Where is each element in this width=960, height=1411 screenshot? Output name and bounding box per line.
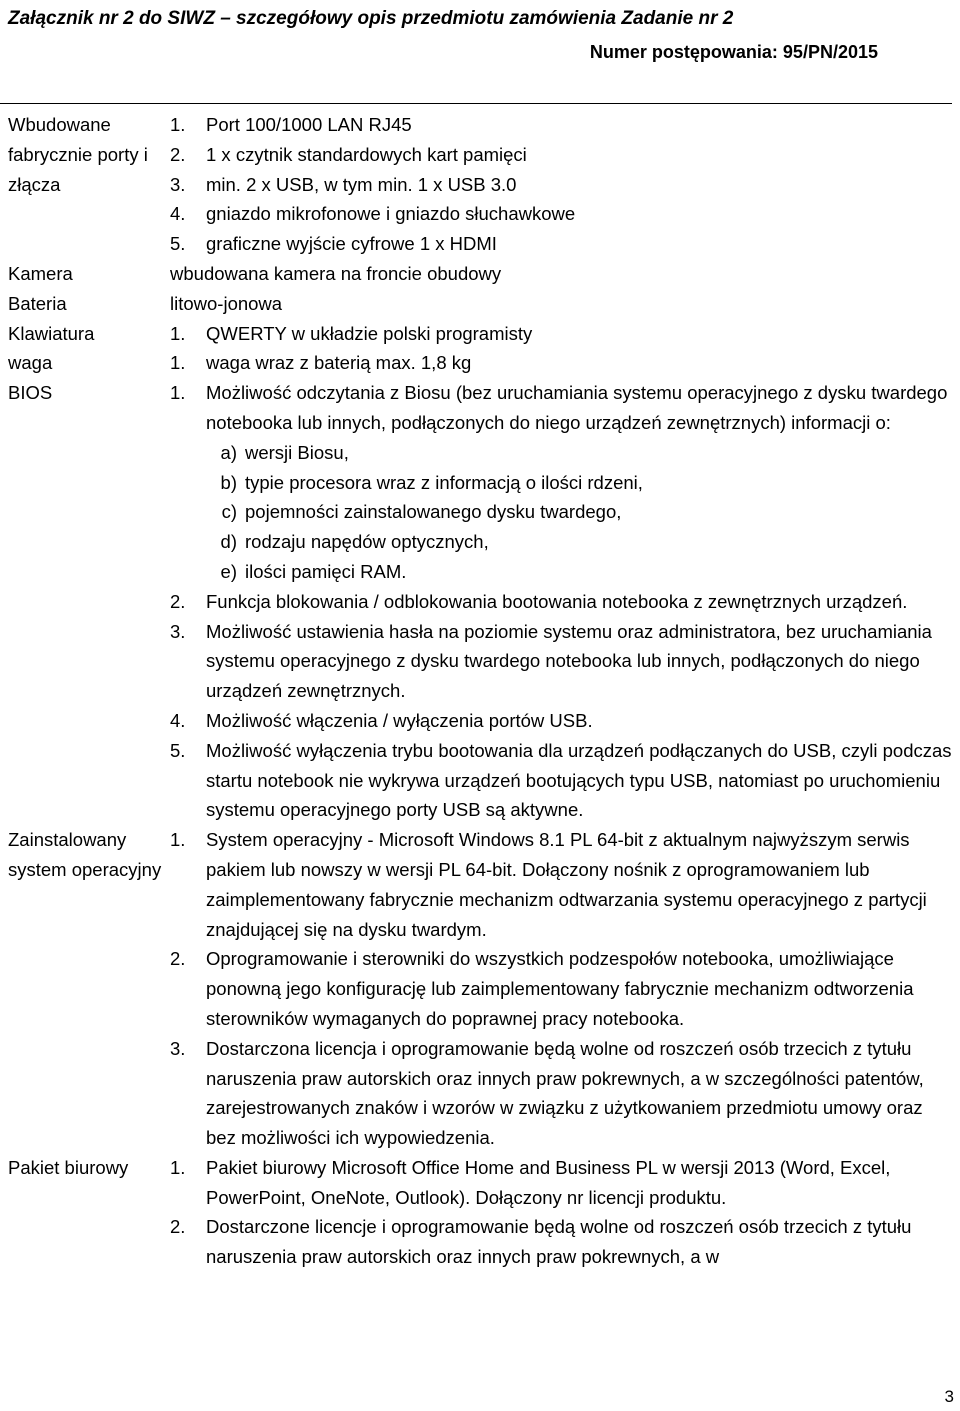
sub-item-letter: b) bbox=[220, 471, 237, 493]
row-label: Kamera bbox=[8, 262, 73, 284]
sub-item-text: rodzaju napędów optycznych, bbox=[245, 531, 489, 553]
item-number: 2. bbox=[170, 590, 186, 612]
item-number: 4. bbox=[170, 709, 186, 731]
row-content bbox=[170, 348, 952, 378]
item-number: 3. bbox=[170, 620, 186, 642]
table-row-weight bbox=[0, 348, 952, 378]
item-number: 2. bbox=[170, 948, 186, 970]
row-content: wbudowana kamera na froncie obudowy bbox=[170, 262, 502, 284]
list-item bbox=[170, 1034, 952, 1153]
table-row-ports bbox=[0, 110, 952, 259]
list-item bbox=[170, 1212, 952, 1272]
sub-item-letter: e) bbox=[220, 560, 237, 582]
sub-item bbox=[170, 468, 952, 498]
row-content bbox=[170, 378, 952, 825]
page-number: 3 bbox=[944, 1387, 954, 1406]
table-row-bios bbox=[0, 378, 952, 825]
row-label: Zainstalowany system operacyjny bbox=[8, 829, 162, 880]
item-number: 2. bbox=[170, 143, 186, 165]
list-item bbox=[170, 736, 952, 825]
table-row-keyboard bbox=[0, 319, 952, 349]
item-number: 5. bbox=[170, 233, 186, 255]
row-content bbox=[170, 1153, 952, 1272]
item-text: Możliwość odczytania z Biosu (bez uruchamiania systemu operacyjnego z dysku twardego notebooka lub innych, podłączonych do niego urządzeń zewnętrznych) informacji o: bbox=[206, 382, 948, 433]
list-item bbox=[170, 348, 952, 378]
row-content bbox=[170, 825, 952, 1153]
list-item bbox=[170, 378, 952, 438]
sub-item-letter: d) bbox=[220, 531, 237, 553]
header-divider bbox=[0, 103, 952, 104]
item-text: waga wraz z baterią max. 1,8 kg bbox=[206, 352, 472, 374]
item-number: 2. bbox=[170, 1216, 186, 1238]
sub-item-letter: c) bbox=[221, 501, 237, 523]
item-number: 1. bbox=[170, 1156, 186, 1178]
item-text: graficzne wyjście cyfrowe 1 x HDMI bbox=[206, 233, 497, 255]
item-number: 1. bbox=[170, 382, 186, 404]
item-text: System operacyjny - Microsoft Windows 8.1 PL 64-bit z aktualnym najwyższym serwis pakiem lub nowszy w wersji PL 64-bit. Dołączony nośnik z oprogramowaniem lub zaimplementowany fabrycznie mechanizm odtwarzania systemu operacyjnego z partycji znajdującej się na dysku twardym. bbox=[206, 829, 927, 940]
row-label: Pakiet biurowy bbox=[8, 1156, 129, 1178]
row-label: BIOS bbox=[8, 382, 53, 404]
item-number: 5. bbox=[170, 739, 186, 761]
list-item bbox=[170, 587, 952, 617]
list-item bbox=[170, 617, 952, 706]
row-label: Klawiatura bbox=[8, 322, 95, 344]
list-item bbox=[170, 319, 952, 349]
sub-item bbox=[170, 438, 952, 468]
item-text: QWERTY w układzie polski programisty bbox=[206, 322, 533, 344]
item-number: 1. bbox=[170, 829, 186, 851]
sub-item-text: wersji Biosu, bbox=[245, 441, 349, 463]
table-row-operating-system bbox=[0, 825, 952, 1153]
sub-item bbox=[170, 497, 952, 527]
list-item bbox=[170, 825, 952, 944]
item-text: Dostarczone licencje i oprogramowanie będą wolne od roszczeń osób trzecich z tytułu naruszenia praw autorskich oraz innych praw pokrewnych, a w bbox=[206, 1216, 912, 1268]
item-text: Funkcja blokowania / odblokowania bootowania notebooka z zewnętrznych urządzeń. bbox=[206, 590, 908, 612]
item-number: 3. bbox=[170, 1037, 186, 1059]
list-item bbox=[170, 229, 952, 259]
item-text: min. 2 x USB, w tym min. 1 x USB 3.0 bbox=[206, 173, 517, 195]
table-row-battery bbox=[0, 289, 952, 319]
item-number: 3. bbox=[170, 173, 186, 195]
table-row-camera bbox=[0, 259, 952, 289]
item-text: gniazdo mikrofonowe i gniazdo słuchawkowe bbox=[206, 203, 576, 225]
sub-item-text: ilości pamięci RAM. bbox=[245, 560, 407, 582]
list-item bbox=[170, 944, 952, 1033]
table-row-office-suite bbox=[0, 1153, 952, 1272]
item-text: Port 100/1000 LAN RJ45 bbox=[206, 114, 412, 135]
item-text: Możliwość wyłączenia trybu bootowania dla urządzeń podłączanych do USB, czyli podczas startu notebook nie wykrywa urządzeń bootujących typu USB, natomiast po uruchomieniu systemu operacyjnego porty USB są aktywne. bbox=[206, 739, 952, 821]
item-number: 1. bbox=[170, 352, 186, 374]
list-item bbox=[170, 110, 952, 140]
row-content bbox=[170, 319, 952, 349]
list-item bbox=[170, 1153, 952, 1213]
sub-item-letter: a) bbox=[220, 441, 237, 463]
sub-item-text: pojemności zainstalowanego dysku twardego, bbox=[245, 501, 622, 523]
list-item bbox=[170, 706, 952, 736]
item-text: Możliwość ustawienia hasła na poziomie systemu oraz administratora, bez uruchamiania systemu operacyjnego z dysku twardego notebooka lub innych, podłączonych do niego urządzeń zewnętrznych. bbox=[206, 620, 932, 702]
item-text: Dostarczona licencja i oprogramowanie będą wolne od roszczeń osób trzecich z tytułu naruszenia praw autorskich oraz innych praw pokrewnych, a w szczególności patentów, zarejestrowanych znaków i wzorów w związku z użytkowaniem przedmiotu umowy oraz bez możliwości ich wypowiedzenia. bbox=[206, 1037, 924, 1149]
list-item bbox=[170, 140, 952, 170]
list-item bbox=[170, 199, 952, 229]
row-label: Wbudowane fabrycznie porty i złącza bbox=[8, 114, 148, 195]
row-content: litowo-jonowa bbox=[170, 292, 283, 314]
sub-item-text: typie procesora wraz z informacją o ilości rdzeni, bbox=[245, 471, 643, 493]
item-text: Oprogramowanie i sterowniki do wszystkich podzespołów notebooka, umożliwiające ponowną jego konfigurację lub zaimplementowany fabrycznie mechanizm odtworzenia sterowników wymaganych do poprawnej pracy notebooka. bbox=[206, 948, 914, 1029]
row-label: waga bbox=[8, 352, 53, 374]
item-number: 1. bbox=[170, 322, 186, 344]
item-number: 4. bbox=[170, 203, 186, 225]
sub-item bbox=[170, 557, 952, 587]
specification-table bbox=[0, 110, 952, 1272]
item-number: 1. bbox=[170, 114, 186, 135]
document-title: Załącznik nr 2 do SIWZ – szczegółowy opis przedmiotu zamówienia Zadanie nr 2 bbox=[8, 8, 734, 29]
row-content bbox=[170, 110, 952, 259]
sub-item bbox=[170, 527, 952, 557]
list-item bbox=[170, 170, 952, 200]
item-text: Możliwość włączenia / wyłączenia portów USB. bbox=[206, 709, 593, 731]
procedure-number: Numer postępowania: 95/PN/2015 bbox=[589, 42, 878, 62]
row-label: Bateria bbox=[8, 292, 67, 314]
item-text: 1 x czytnik standardowych kart pamięci bbox=[206, 143, 527, 165]
item-text: Pakiet biurowy Microsoft Office Home and Business PL w wersji 2013 (Word, Excel, PowerPoint, OneNote, Outlook). Dołączony nr licencji produktu. bbox=[206, 1156, 891, 1208]
